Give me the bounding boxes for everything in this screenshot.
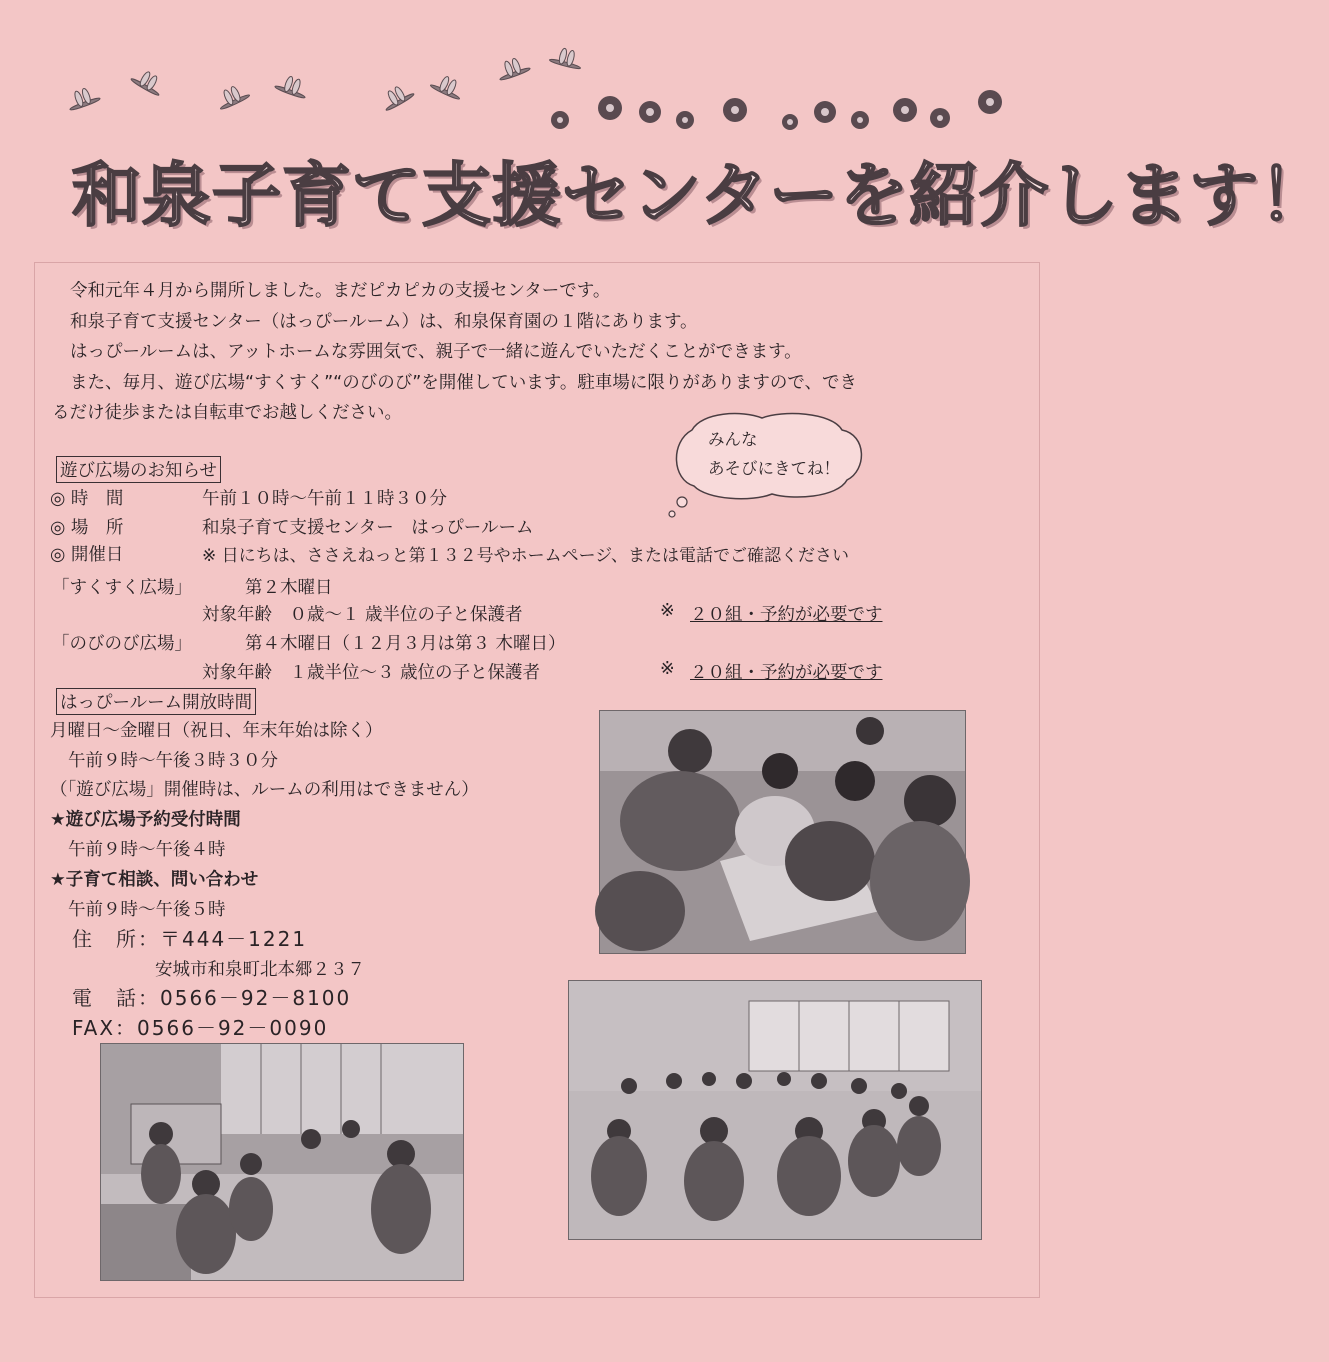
room-days: 月曜日～金曜日（祝日、年末年始は除く） [50, 721, 383, 741]
sukusuku-target: 対象年齢 ０歳～１ 歳半位の子と保護者 [202, 605, 523, 625]
fax-number: FAX：0566－92－0090 [72, 1016, 329, 1040]
address-label: 住 所：〒444－1221 [72, 927, 308, 951]
reserve-hours: 午前９時～午後４時 [68, 840, 226, 860]
intro-line: 和泉子育て支援センター（はっぴールーム）は、和泉保育園の１階にあります。 [70, 311, 698, 332]
room-hours: 午前９時～午後３時３０分 [68, 751, 278, 771]
photo-play-area [100, 1043, 464, 1281]
room-heading: はっぴールーム開放時間 [56, 688, 256, 715]
bubble-line: みんな [708, 430, 758, 449]
place-label: ◎ 場 所 [50, 518, 124, 538]
address-value: 安城市和泉町北本郷２３７ [155, 960, 365, 980]
intro-line: はっぴールームは、アットホームな雰囲気で、親子で一緒に遊んでいただくことができます。 [70, 342, 802, 362]
bubble-line: あそびにきてね！ [708, 459, 840, 478]
time-value: 午前１０時～午前１１時３０分 [202, 489, 447, 509]
photo-children-crafting [599, 710, 966, 954]
phone-number: 電 話：0566－92－8100 [72, 986, 352, 1010]
sukusuku-name: 「すくすく広場」 [52, 578, 192, 598]
nobinobi-note: ２０組・予約が必要です [690, 663, 883, 683]
intro-line: るだけ徒歩または自転車でお越しください。 [52, 403, 402, 423]
nobinobi-note-mark: ※ [660, 659, 675, 679]
nobinobi-target: 対象年齢 １歳半位～３ 歳位の子と保護者 [202, 663, 541, 683]
place-value: 和泉子育て支援センター はっぴールーム [202, 518, 534, 538]
flower-decoration-icon [540, 90, 1020, 140]
time-label: ◎ 時 間 [50, 489, 124, 509]
sukusuku-note-mark: ※ [660, 601, 675, 621]
photo-group-circle [568, 980, 982, 1240]
bubble-text [708, 425, 840, 483]
sukusuku-day: 第２木曜日 [245, 578, 333, 598]
date-value: ※ 日にちは、ささえねっと第１３２号やホームページ、または電話でご確認ください [202, 546, 849, 566]
intro-line: また、毎月、遊び広場“すくすく”“のびのび”を開催しています。駐車場に限りがありますので、でき [70, 372, 858, 393]
plaza-heading: 遊び広場のお知らせ [56, 456, 221, 483]
nobinobi-day: 第４木曜日（１２月３月は第３ 木曜日） [245, 634, 566, 654]
dragonfly-decoration-icon [55, 52, 595, 132]
intro-text [52, 276, 1027, 429]
consult-label: ★子育て相談、問い合わせ [50, 870, 259, 890]
reserve-label: ★遊び広場予約受付時間 [50, 810, 241, 830]
page-title: 和泉子育て支援センターを紹介します！ [72, 156, 1329, 236]
nobinobi-name: 「のびのび広場」 [52, 634, 192, 654]
room-note: （「遊び広場」開催時は、ルームの利用はできません） [50, 780, 479, 800]
intro-line: 令和元年４月から開所しました。まだピカピカの支援センターです。 [70, 281, 611, 301]
sukusuku-note: ２０組・予約が必要です [690, 605, 883, 625]
consult-hours: 午前９時～午後５時 [68, 900, 226, 920]
date-label: ◎ 開催日 [50, 545, 124, 565]
